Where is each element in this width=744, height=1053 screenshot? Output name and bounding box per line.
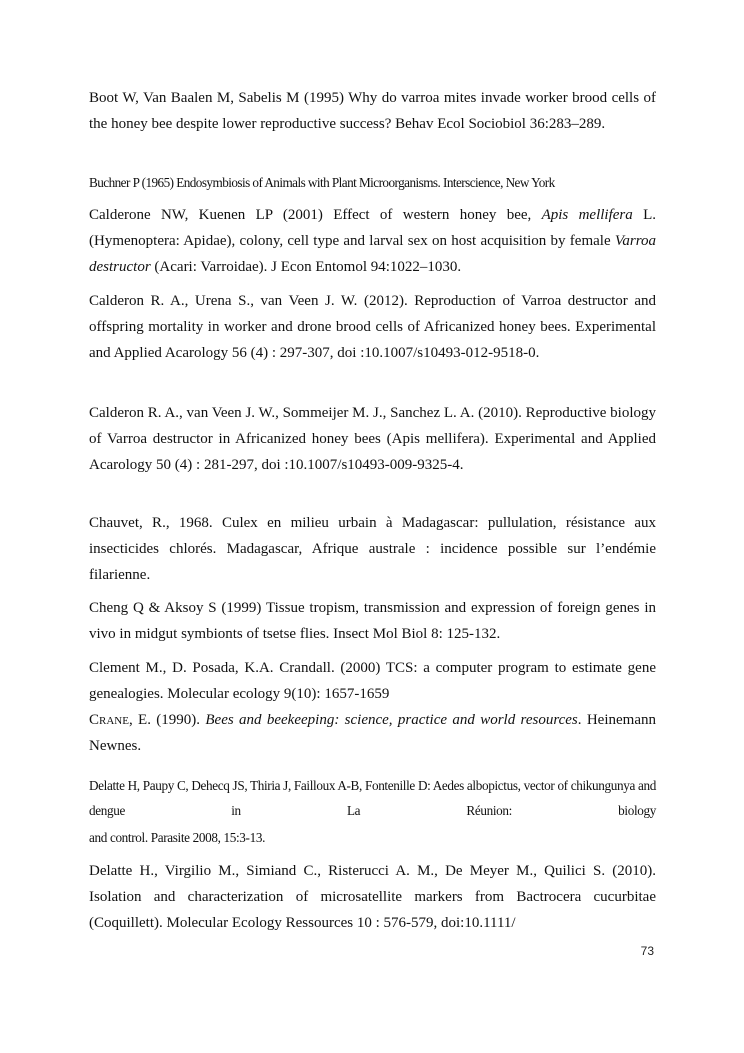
reference-cheng-1999: Cheng Q & Aksoy S (1999) Tissue tropism, transmission and expression of foreign genes in vivo in midgut symbionts of tsetse flies. Insect Mol Biol 8: 125-132.: [89, 600, 656, 642]
reference-calderon-2010: Calderon R. A., van Veen J. W., Sommeijer M. J., Sanchez L. A. (2010). Reproductive biology of Varroa destructor in Africanized honey bees (Apis mellifera). Experimental and Applied Acarology 50 (4) : 281-297, doi :10.1007/s10493-009-9325-4.: [89, 405, 656, 473]
reference-calderon-2012: Calderon R. A., Urena S., van Veen J. W. (2012). Reproduction of Varroa destructor and offspring mortality in worker and drone brood cells of Africanized honey bees. Experimental and Applied Acarology 56 (4) : 297-307, doi :10.1007/s10493-012-9518-0.: [89, 293, 656, 361]
reference-clement-2000: Clement M., D. Posada, K.A. Crandall. (2000) TCS: a computer program to estimate gene genealogies. Molecular ecology 9(10): 1657-1659: [89, 660, 656, 702]
reference-boot-1995: Boot W, Van Baalen M, Sabelis M (1995) Why do varroa mites invade worker brood cells of the honey bee despite lower reproductive success? Behav Ecol Sociobiol 36:283–289.: [89, 90, 656, 132]
reference-delatte-2010: Delatte H., Virgilio M., Simiand C., Risterucci A. M., De Meyer M., Quilici S. (2010). Isolation and characterization of microsatellite markers from Bactrocera cucurbitae (Coquillett). Molecular Ecology Ressources 10 : 576-579, doi:10.1111/: [89, 863, 656, 931]
reference-calderone-2001: Calderone NW, Kuenen LP (2001) Effect of western honey bee, Apis mellifera L. (Hymenoptera: Apidae), colony, cell type and larval sex on host acquisition by female Varroa destructor (Acari: Varroidae). J Econ Entomol 94:1022–1030.: [89, 207, 656, 275]
reference-buchner-1965: Buchner P (1965) Endosymbiosis of Animals with Plant Microorganisms. Interscience, New York: [89, 175, 555, 190]
reference-delatte-2008-line1: Delatte H, Paupy C, Dehecq JS, Thiria J, Failloux A-B, Fontenille D: Aedes albopictus, vector of chikungunya and dengue in La Réunion: biology: [89, 778, 656, 818]
reference-delatte-2008-line2: and control. Parasite 2008, 15:3-13.: [89, 830, 266, 845]
page-number: 73: [640, 944, 654, 958]
reference-crane-1990: Crane, E. (1990). Bees and beekeeping: science, practice and world resources. Heinemann Newnes.: [89, 712, 656, 754]
reference-chauvet-1968: Chauvet, R., 1968. Culex en milieu urbain à Madagascar: pullulation, résistance aux insecticides chlorés. Madagascar, Afrique australe : incidence possible sur l’endémie filarienne.: [89, 515, 656, 583]
